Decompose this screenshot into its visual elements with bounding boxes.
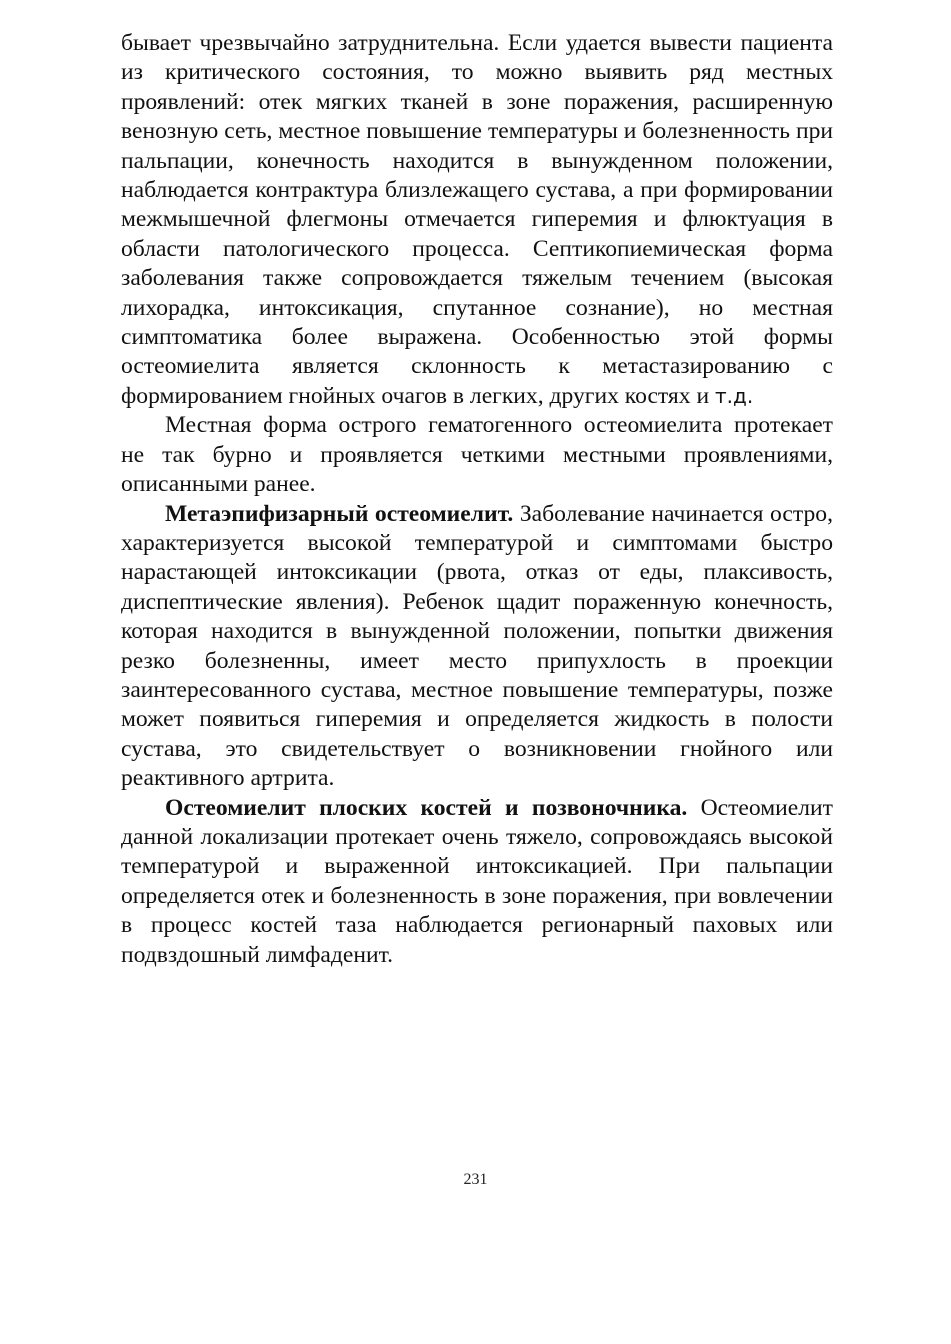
section-heading: Остеомиелит плоских костей и позвоночника. — [165, 794, 688, 821]
paragraph-text: Остеомиелит данной локализации протекает очень тяжело, сопровождаясь высокой температурой и выраженной интоксикацией. При пальпации определяется отек и болезненность в зоне поражения, при вовлечении в процесс костей таза наблюдается регионарный паховых или подвздошный лимфаденит. — [121, 794, 833, 968]
paragraph-text: бывает чрезвычайно затруднительна. Если удается вывести пациента из критического состояния, то можно выявить ряд местных проявлений: отек мягких тканей в зоне поражения, расширенную венозную сеть, местное повышение температуры и болезненность при пальпации, конечность находится в вынужденном положении, наблюдается контрактура близлежащего сустава, а при формировании межмышечной флегмоны отмечается гиперемия и флюктуация в области патологического процесса. Септикопиемическая форма заболевания также сопровождается тяжелым течением (высокая лихорадка, интоксикация, спутанное сознание), но местная симптоматика более выражена. Особенностью этой формы остеомиелита является склонность к метастазированию с формированием гнойных очагов в легких, других костях и — [121, 30, 833, 409]
paragraph-continuation — [121, 29, 833, 411]
section-heading: Метаэпифизарный остеомиелит. — [165, 500, 514, 527]
document-page — [121, 29, 833, 970]
paragraph-metaepiphyseal — [121, 500, 833, 794]
page-number: 231 — [463, 1171, 488, 1188]
paragraph-text: Местная форма острого гематогенного остеомиелита протекает не так бурно и проявляется четкими местными проявлениями, описанными ранее. — [121, 412, 833, 498]
paragraph-tail: т.д. — [715, 383, 754, 408]
paragraph-flat-bones — [121, 794, 833, 970]
paragraph-text: Заболевание начинается остро, характеризуется высокой температурой и симптомами быстро нарастающей интоксикации (рвота, отказ от еды, плаксивость, диспептические явления). Ребенок щадит пораженную конечность, которая находится в вынужденной положении, попытки движения резко болезненны, имеет место припухлость в проекции заинтересованного сустава, местное повышение температуры, позже может появиться гиперемия и определяется жидкость в полости сустава, это свидетельствует о возникновении гнойного или реактивного артрита. — [121, 500, 833, 792]
paragraph-local-form — [121, 411, 833, 499]
